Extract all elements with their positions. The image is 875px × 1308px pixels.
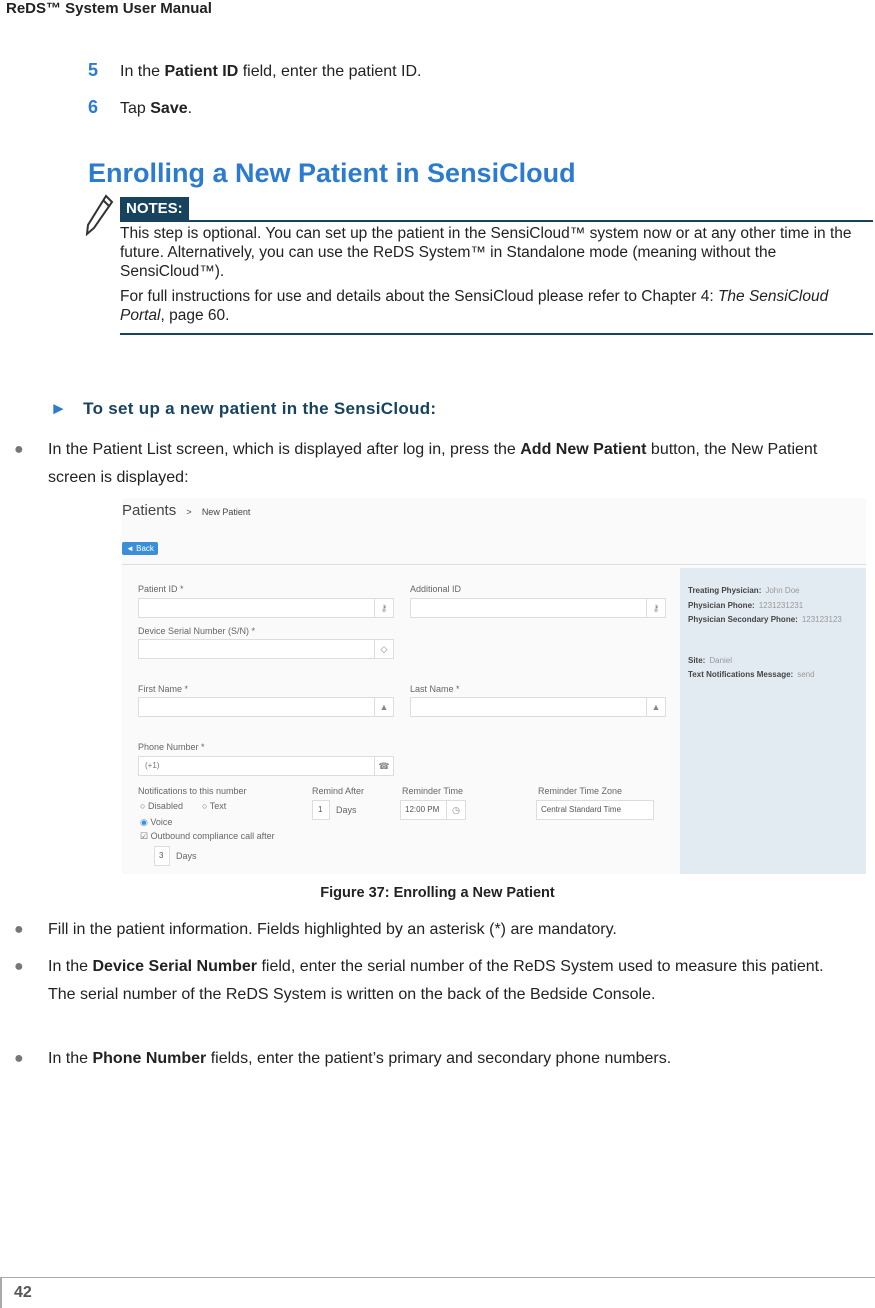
remind-after-input[interactable] <box>312 800 330 820</box>
arrow-icon: ► <box>50 399 68 418</box>
outbound-days-input[interactable] <box>154 846 170 866</box>
bullet-text: fields, enter the patient’s primary and secondary phone numbers. <box>206 1050 672 1067</box>
additional-id-label: Additional ID <box>410 584 462 594</box>
option-label: Voice <box>150 817 173 827</box>
bullet-text: button, the New Patient screen is displayed: <box>48 441 818 486</box>
outbound-days-value: 3 <box>159 851 164 860</box>
treating-physician <box>688 586 800 595</box>
clock-icon: ◷ <box>446 801 465 819</box>
option-label: Outbound compliance call after <box>150 831 275 841</box>
divider <box>122 564 866 565</box>
site <box>688 656 732 665</box>
first-name-input[interactable] <box>138 697 394 717</box>
reminder-tz-select[interactable] <box>536 800 654 820</box>
notes-text: , page 60. <box>160 307 230 324</box>
info-value: send <box>797 670 815 679</box>
step-bold: Save <box>150 100 188 117</box>
step-text: Tap <box>120 100 151 117</box>
bullet-item <box>14 916 844 944</box>
reminder-time-input[interactable] <box>400 800 466 820</box>
bullet-text: Fill in the patient information. Fields highlighted by an asterisk (*) are mandatory. <box>48 921 617 938</box>
info-value: John Doe <box>765 586 800 595</box>
step-text: In the <box>120 63 165 80</box>
key-icon: ⚷ <box>646 599 665 617</box>
physician-info-panel <box>680 568 866 874</box>
text-notifications-message <box>688 670 815 679</box>
pencil-icon <box>84 194 114 236</box>
breadcrumb-sub: New Patient <box>201 507 251 517</box>
remind-after-value: 1 <box>318 805 323 814</box>
notes-text: For full instructions for use and details about the SensiCloud please refer to Chapter 4: <box>120 288 718 305</box>
bullet-text: In the <box>48 1050 93 1067</box>
footer-rule <box>0 1277 875 1278</box>
bullet-text: In the <box>48 958 93 975</box>
bullet-icon: ● <box>14 1050 24 1067</box>
patient-id-label: Patient ID * <box>138 584 184 594</box>
info-value: Daniel <box>709 656 733 665</box>
info-label: Physician Secondary Phone: <box>688 615 798 624</box>
bullet-bold: Device Serial Number <box>92 958 258 975</box>
phone-icon: ☎ <box>374 757 393 775</box>
reminder-tz-label: Reminder Time Zone <box>538 786 623 796</box>
tag-icon: ◇ <box>374 640 393 658</box>
running-header: ReDS™ System User Manual <box>6 0 212 17</box>
info-value: 123123123 <box>801 615 842 624</box>
user-icon: ▲ <box>646 698 665 716</box>
step-text: field, enter the patient ID. <box>238 63 422 80</box>
section-title: Enrolling a New Patient in SensiCloud <box>88 158 576 188</box>
phone-value: (+1) <box>145 761 160 770</box>
divider <box>120 220 873 222</box>
footer-edge <box>0 1277 2 1308</box>
reminder-tz-value: Central Standard Time <box>541 805 622 814</box>
breadcrumb-main[interactable]: Patients <box>122 502 177 519</box>
reminder-time-label: Reminder Time <box>402 786 464 796</box>
notes-paragraph-2 <box>120 287 873 325</box>
device-serial-input[interactable] <box>138 639 394 659</box>
last-name-label: Last Name * <box>410 684 460 694</box>
patient-id-input[interactable] <box>138 598 394 618</box>
new-patient-screenshot <box>122 498 866 874</box>
bullet-text: In the Patient List screen, which is displayed after log in, press the <box>48 441 521 458</box>
procedure-heading <box>50 399 436 419</box>
phone-label: Phone Number * <box>138 742 205 752</box>
breadcrumb-separator: > <box>186 507 192 517</box>
remind-after-unit: Days <box>336 805 357 815</box>
physician-secondary-phone <box>688 615 842 624</box>
radio-text[interactable]: ○ Text <box>202 801 227 811</box>
procedure-title: To set up a new patient in the SensiCloud: <box>83 399 437 418</box>
notes-tag: NOTES: <box>120 197 189 220</box>
user-icon: ▲ <box>374 698 393 716</box>
notifications-label: Notifications to this number <box>138 786 247 796</box>
page-number: 42 <box>14 1284 32 1301</box>
option-label: Disabled <box>147 801 183 811</box>
bullet-icon: ● <box>14 441 24 458</box>
notes-box <box>120 197 873 335</box>
step-number: 6 <box>88 97 99 117</box>
key-icon: ⚷ <box>374 599 393 617</box>
step-text: . <box>187 100 193 117</box>
bullet-item <box>14 1045 844 1073</box>
radio-voice[interactable]: ◉ Voice <box>140 817 173 827</box>
outbound-days-unit: Days <box>176 851 197 861</box>
step-bold: Patient ID <box>164 63 239 80</box>
bullet-icon: ● <box>14 958 24 975</box>
info-value: 1231231231 <box>758 601 804 610</box>
breadcrumb <box>122 502 250 519</box>
bullet-bold: Phone Number <box>92 1050 207 1067</box>
last-name-input[interactable] <box>410 697 666 717</box>
phone-input[interactable] <box>138 756 394 776</box>
remind-after-label: Remind After <box>312 786 365 796</box>
bullet-icon: ● <box>14 921 24 938</box>
bullet-item <box>14 953 844 1009</box>
figure-caption: Figure 37: Enrolling a New Patient <box>320 885 555 901</box>
divider <box>120 333 873 335</box>
info-label: Text Notifications Message: <box>688 670 794 679</box>
back-button[interactable]: ◄ Back <box>122 542 158 555</box>
step-number: 5 <box>88 60 99 80</box>
bullet-bold: Add New Patient <box>520 441 647 458</box>
info-label: Site: <box>688 656 706 665</box>
info-label: Treating Physician: <box>688 586 762 595</box>
step-6 <box>88 97 192 118</box>
device-serial-label: Device Serial Number (S/N) * <box>138 626 256 636</box>
bullet-text: field, enter the serial number of the ReDS System used to measure this patient. The serial number of the ReDS System is written on the back of the Bedside Console. <box>48 958 824 1003</box>
first-name-label: First Name * <box>138 684 189 694</box>
info-label: Physician Phone: <box>688 601 755 610</box>
reminder-time-value: 12:00 PM <box>405 805 440 814</box>
option-label: Text <box>209 801 227 811</box>
step-5 <box>88 60 422 81</box>
additional-id-input[interactable] <box>410 598 666 618</box>
notes-italic: The SensiCloud Portal <box>120 288 829 324</box>
physician-phone <box>688 601 803 610</box>
checkbox-outbound[interactable]: ☑ Outbound compliance call after <box>140 831 275 841</box>
radio-disabled[interactable]: ○ Disabled <box>140 801 183 811</box>
bullet-item <box>14 436 844 492</box>
notes-paragraph-1: This step is optional. You can set up the patient in the SensiCloud™ system now or at any other time in the future. Alternatively, you can use the ReDS System™ in Standalone mode (meaning without the SensiCloud™). <box>120 225 852 280</box>
